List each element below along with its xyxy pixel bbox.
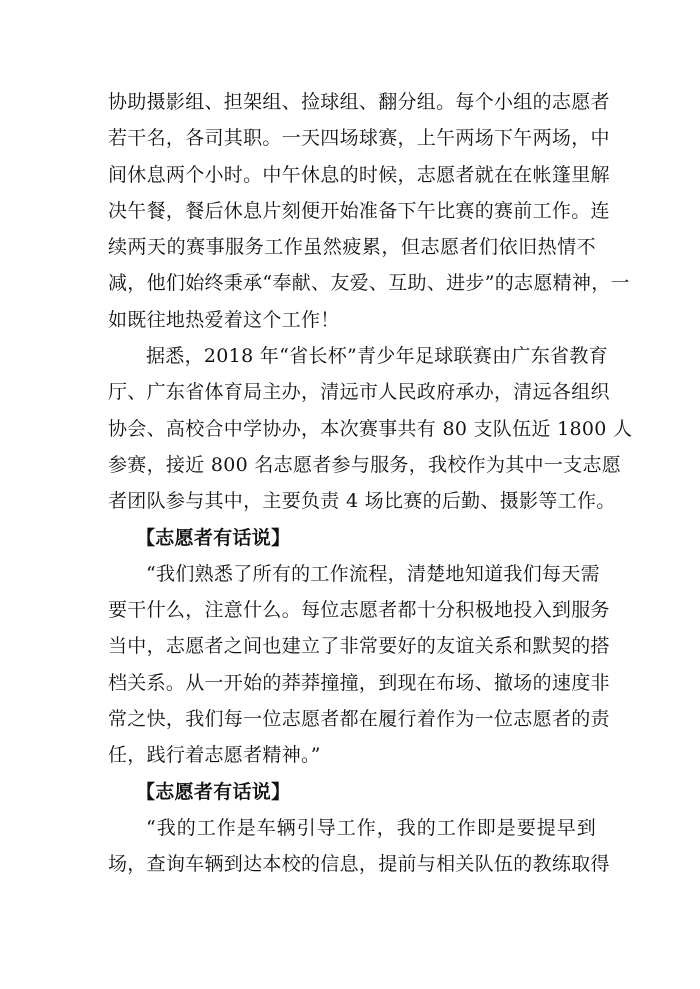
- text-line: 如既往地热爱着这个工作！: [108, 308, 340, 331]
- text-line: 协会、高校合中学协办，本次赛事共有 80 支队伍近 1800 人: [108, 417, 633, 440]
- text-line: 协助摄影组、担架组、捡球组、翻分组。每个小组的志愿者: [108, 91, 610, 113]
- section-heading: 【志愿者有话说】: [136, 526, 291, 549]
- text-line: 要干什么，注意什么。每位志愿者都十分积极地投入到服务: [108, 599, 610, 622]
- text-line: 参赛，接近 800 名志愿者参与服务，我校作为其中一支志愿: [108, 453, 622, 476]
- text-line: 场，查询车辆到达本校的信息，提前与相关队伍的教练取得: [108, 853, 610, 876]
- text-line: 决午餐，餐后休息片刻便开始准备下午比赛的赛前工作。连: [108, 199, 610, 222]
- paragraph-first-line: “我们熟悉了所有的工作流程，清楚地知道我们每天需: [146, 562, 600, 585]
- text-line: 当中，志愿者之间也建立了非常要好的友谊关系和默契的搭: [108, 635, 610, 658]
- text-line: 间休息两个小时。中午休息的时候，志愿者就在在帐篷里解: [108, 163, 610, 186]
- text-line: 者团队参与其中，主要负责 4 场比赛的后勤、摄影等工作。: [108, 490, 616, 513]
- paragraph-first-line: 据悉，2018 年“省长杯”青少年足球联赛由广东省教育: [146, 345, 608, 368]
- text-line: 若干名，各司其职。一天四场球赛，上午两场下午两场，中: [108, 127, 610, 150]
- text-line: 厅、广东省体育局主办，清远市人民政府承办，清远各组织: [108, 381, 610, 404]
- text-line: 减，他们始终秉承“奉献、友爱、互助、进步”的志愿精神，一: [108, 272, 630, 295]
- document-body: [108, 84, 633, 883]
- text-line: 常之快，我们每一位志愿者都在履行着作为一位志愿者的责: [108, 708, 610, 731]
- text-line: 续两天的赛事服务工作虽然疲累，但志愿者们依旧热情不: [108, 236, 596, 259]
- text-line: 档关系。从一开始的莽莽撞撞，到现在布场、撤场的速度非: [108, 671, 610, 694]
- section-heading: 【志愿者有话说】: [136, 780, 291, 803]
- paragraph-first-line: “我的工作是车辆引导工作，我的工作即是要提早到: [146, 816, 596, 839]
- text-line: 任，践行着志愿者精神。”: [108, 744, 321, 767]
